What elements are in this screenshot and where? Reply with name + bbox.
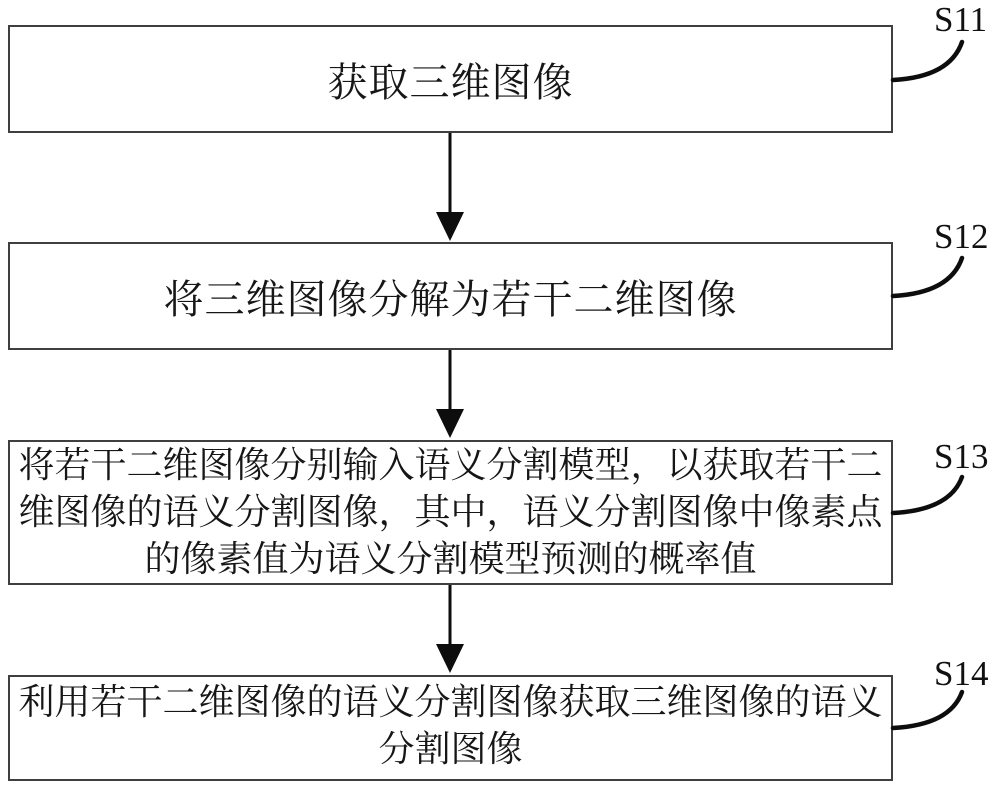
step-label-s12: S12	[934, 217, 989, 256]
leader-curve	[893, 692, 962, 728]
arrow-s12-s13	[436, 350, 464, 438]
step-text-s13-line2: 维图像的语义分割图像，其中，语义分割图像中像素点	[18, 492, 883, 532]
label-connector-s11	[893, 42, 962, 80]
step-box-s13	[8, 440, 893, 585]
step-box-s12	[8, 242, 893, 350]
step-text-s12: 将三维图像分解为若干二维图像	[163, 276, 738, 322]
label-connector-s13	[893, 477, 962, 513]
arrowhead-icon	[436, 644, 464, 673]
leader-curve	[893, 258, 962, 296]
step-text-s13-line3: 的像素值为语义分割模型预测的概率值	[144, 539, 757, 579]
arrowhead-icon	[436, 212, 464, 241]
step-text-s14-line1: 利用若干二维图像的语义分割图像获取三维图像的语义	[18, 682, 883, 722]
step-label-s13: S13	[934, 437, 989, 476]
step-text-s11: 获取三维图像	[327, 59, 574, 105]
step-label-s11: S11	[934, 0, 988, 39]
step-box-s14	[8, 675, 893, 781]
step-box-s11	[8, 25, 893, 133]
arrow-s11-s12	[436, 133, 464, 241]
label-connector-s12	[893, 258, 962, 296]
step-text-s13-line1: 将若干二维图像分别输入语义分割模型，以获取若干二	[18, 445, 883, 485]
label-connector-s14	[893, 692, 962, 728]
leader-curve	[893, 477, 962, 513]
leader-curve	[893, 42, 962, 80]
step-label-s14: S14	[934, 654, 989, 693]
arrowhead-icon	[436, 409, 464, 438]
arrow-s13-s14	[436, 585, 464, 673]
step-text-s14-line2: 分割图像	[378, 729, 523, 769]
